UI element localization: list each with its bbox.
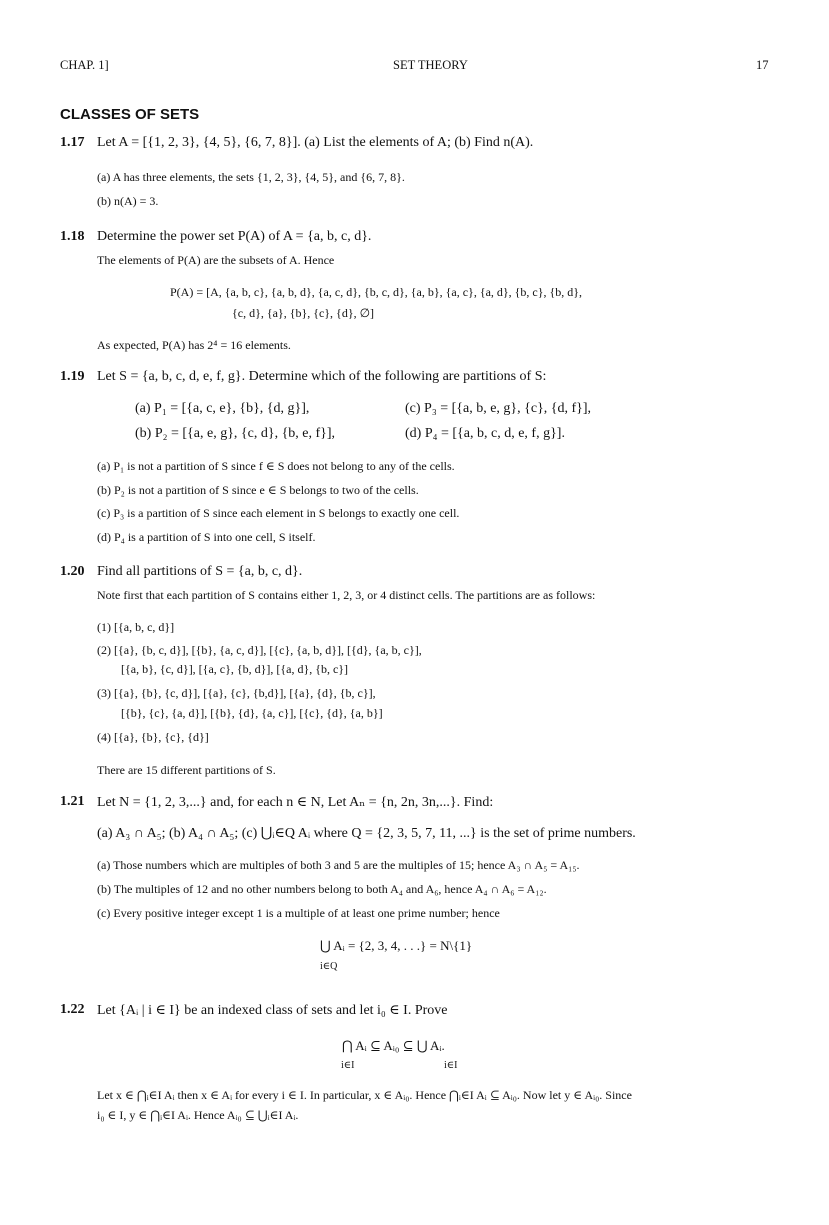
partition-option: (d) P₄ = [{a, b, c, d, e, f, g}]. — [405, 426, 565, 441]
problem-number: 1.22 — [60, 1002, 85, 1017]
problem-statement: Find all partitions of S = {a, b, c, d}. — [97, 564, 303, 579]
partition-option: (a) P₁ = [{a, c, e}, {b}, {d, g}], — [135, 401, 310, 416]
partition-list-line: [{b}, {c}, {a, d}], [{b}, {d}, {a, c}], [{c}, {d}, {a, b}] — [121, 706, 383, 720]
problem-number: 1.21 — [60, 794, 85, 809]
solution-line: (b) n(A) = 3. — [97, 194, 159, 208]
solution-line: (a) A has three elements, the sets {1, 2, 3}, {4, 5}, and {6, 7, 8}. — [97, 170, 405, 184]
section-title: CLASSES OF SETS — [60, 106, 200, 123]
partition-list-line: (4) [{a}, {b}, {c}, {d}] — [97, 730, 209, 744]
problem-statement: Let N = {1, 2, 3,...} and, for each n ∈ N, Let Aₙ = {n, 2n, 3n,...}. Find: — [97, 795, 494, 810]
solution-line: (c) P₃ is a partition of S since each element in S belongs to exactly one cell. — [97, 506, 460, 520]
equation-subscript: i∈Q — [320, 961, 338, 972]
page-number: 17 — [756, 58, 769, 72]
solution-line: (a) P₁ is not a partition of S since f ∈ S does not belong to any of the cells. — [97, 459, 455, 473]
partition-list-line: (3) [{a}, {b}, {c, d}], [{a}, {c}, {b,d}], [{a}, {d}, {b, c}], — [97, 686, 376, 700]
equation-line: {c, d}, {a}, {b}, {c}, {d}, ∅] — [232, 306, 375, 320]
problem-statement: Let {Aᵢ | i ∈ I} be an indexed class of sets and let i₀ ∈ I. Prove — [97, 1003, 448, 1018]
solution-line: Note first that each partition of S contains either 1, 2, 3, or 4 distinct cells. The partitions are as follows: — [97, 588, 596, 602]
solution-line: (b) The multiples of 12 and no other numbers belong to both A₄ and A₆, hence A₄ ∩ A₆ = A₁₂. — [97, 882, 547, 896]
partition-list-line: (1) [{a, b, c, d}] — [97, 620, 175, 634]
problem-statement: Determine the power set P(A) of A = {a, b, c, d}. — [97, 229, 372, 244]
partition-list-line: [{a, b}, {c, d}], [{a, c}, {b, d}], [{a, d}, {b, c}] — [121, 662, 349, 676]
equation-subscript: i∈I — [444, 1060, 458, 1071]
proof-line: Let x ∈ ⋂ᵢ∈I Aᵢ then x ∈ Aᵢ for every i ∈ I. In particular, x ∈ Aᵢ₀. Hence ⋂ᵢ∈I Aᵢ ⊆ Aᵢ₀. Now let y ∈ Aᵢ₀. Since — [97, 1088, 632, 1102]
header-chapter: CHAP. 1] — [60, 58, 109, 72]
solution-line: The elements of P(A) are the subsets of A. Hence — [97, 253, 335, 267]
equation-line: ⋂ Aᵢ ⊆ Aᵢ₀ ⊆ ⋃ Aᵢ. — [342, 1038, 445, 1053]
problem-parts: (a) A₃ ∩ A₅; (b) A₄ ∩ A₅; (c) ⋃ᵢ∈Q Aᵢ where Q = {2, 3, 5, 7, 11, ...} is the set of prime numbers. — [97, 826, 636, 841]
solution-line: As expected, P(A) has 2⁴ = 16 elements. — [97, 338, 291, 352]
equation-line: P(A) = [A, {a, b, c}, {a, b, d}, {a, c, d}, {b, c, d}, {a, b}, {a, c}, {a, d}, {b, c}, {b, d}, — [170, 285, 583, 299]
problem-statement: Let A = [{1, 2, 3}, {4, 5}, {6, 7, 8}]. (a) List the elements of A; (b) Find n(A). — [97, 135, 534, 150]
partition-option: (b) P₂ = [{a, e, g}, {c, d}, {b, e, f}], — [135, 426, 336, 441]
proof-line: i₀ ∈ I, y ∈ ⋂ᵢ∈I Aᵢ. Hence Aᵢ₀ ⊆ ⋃ᵢ∈I Aᵢ. — [97, 1108, 299, 1122]
partition-option: (c) P₃ = [{a, b, e, g}, {c}, {d, f}], — [405, 401, 592, 416]
problem-number: 1.18 — [60, 229, 85, 244]
partition-list-line: (2) [{a}, {b, c, d}], [{b}, {a, c, d}], [{c}, {a, b, d}], [{d}, {a, b, c}], — [97, 643, 422, 657]
problem-number: 1.20 — [60, 564, 85, 579]
solution-line: (c) Every positive integer except 1 is a multiple of at least one prime number; hence — [97, 906, 500, 920]
equation-line: ⋃ Aᵢ = {2, 3, 4, . . .} = N\{1} — [320, 938, 473, 953]
problem-statement: Let S = {a, b, c, d, e, f, g}. Determine which of the following are partitions of S: — [97, 369, 547, 384]
solution-line: (b) P₂ is not a partition of S since e ∈ S belongs to two of the cells. — [97, 483, 419, 497]
solution-line: There are 15 different partitions of S. — [97, 763, 276, 777]
solution-line: (d) P₄ is a partition of S into one cell, S itself. — [97, 530, 316, 544]
header-title: SET THEORY — [393, 58, 468, 72]
solution-line: (a) Those numbers which are multiples of both 3 and 5 are the multiples of 15; hence A₃ ∩ A₅ = A₁₅. — [97, 858, 580, 872]
problem-number: 1.19 — [60, 369, 85, 384]
equation-subscript: i∈I — [341, 1060, 355, 1071]
problem-number: 1.17 — [60, 135, 85, 150]
